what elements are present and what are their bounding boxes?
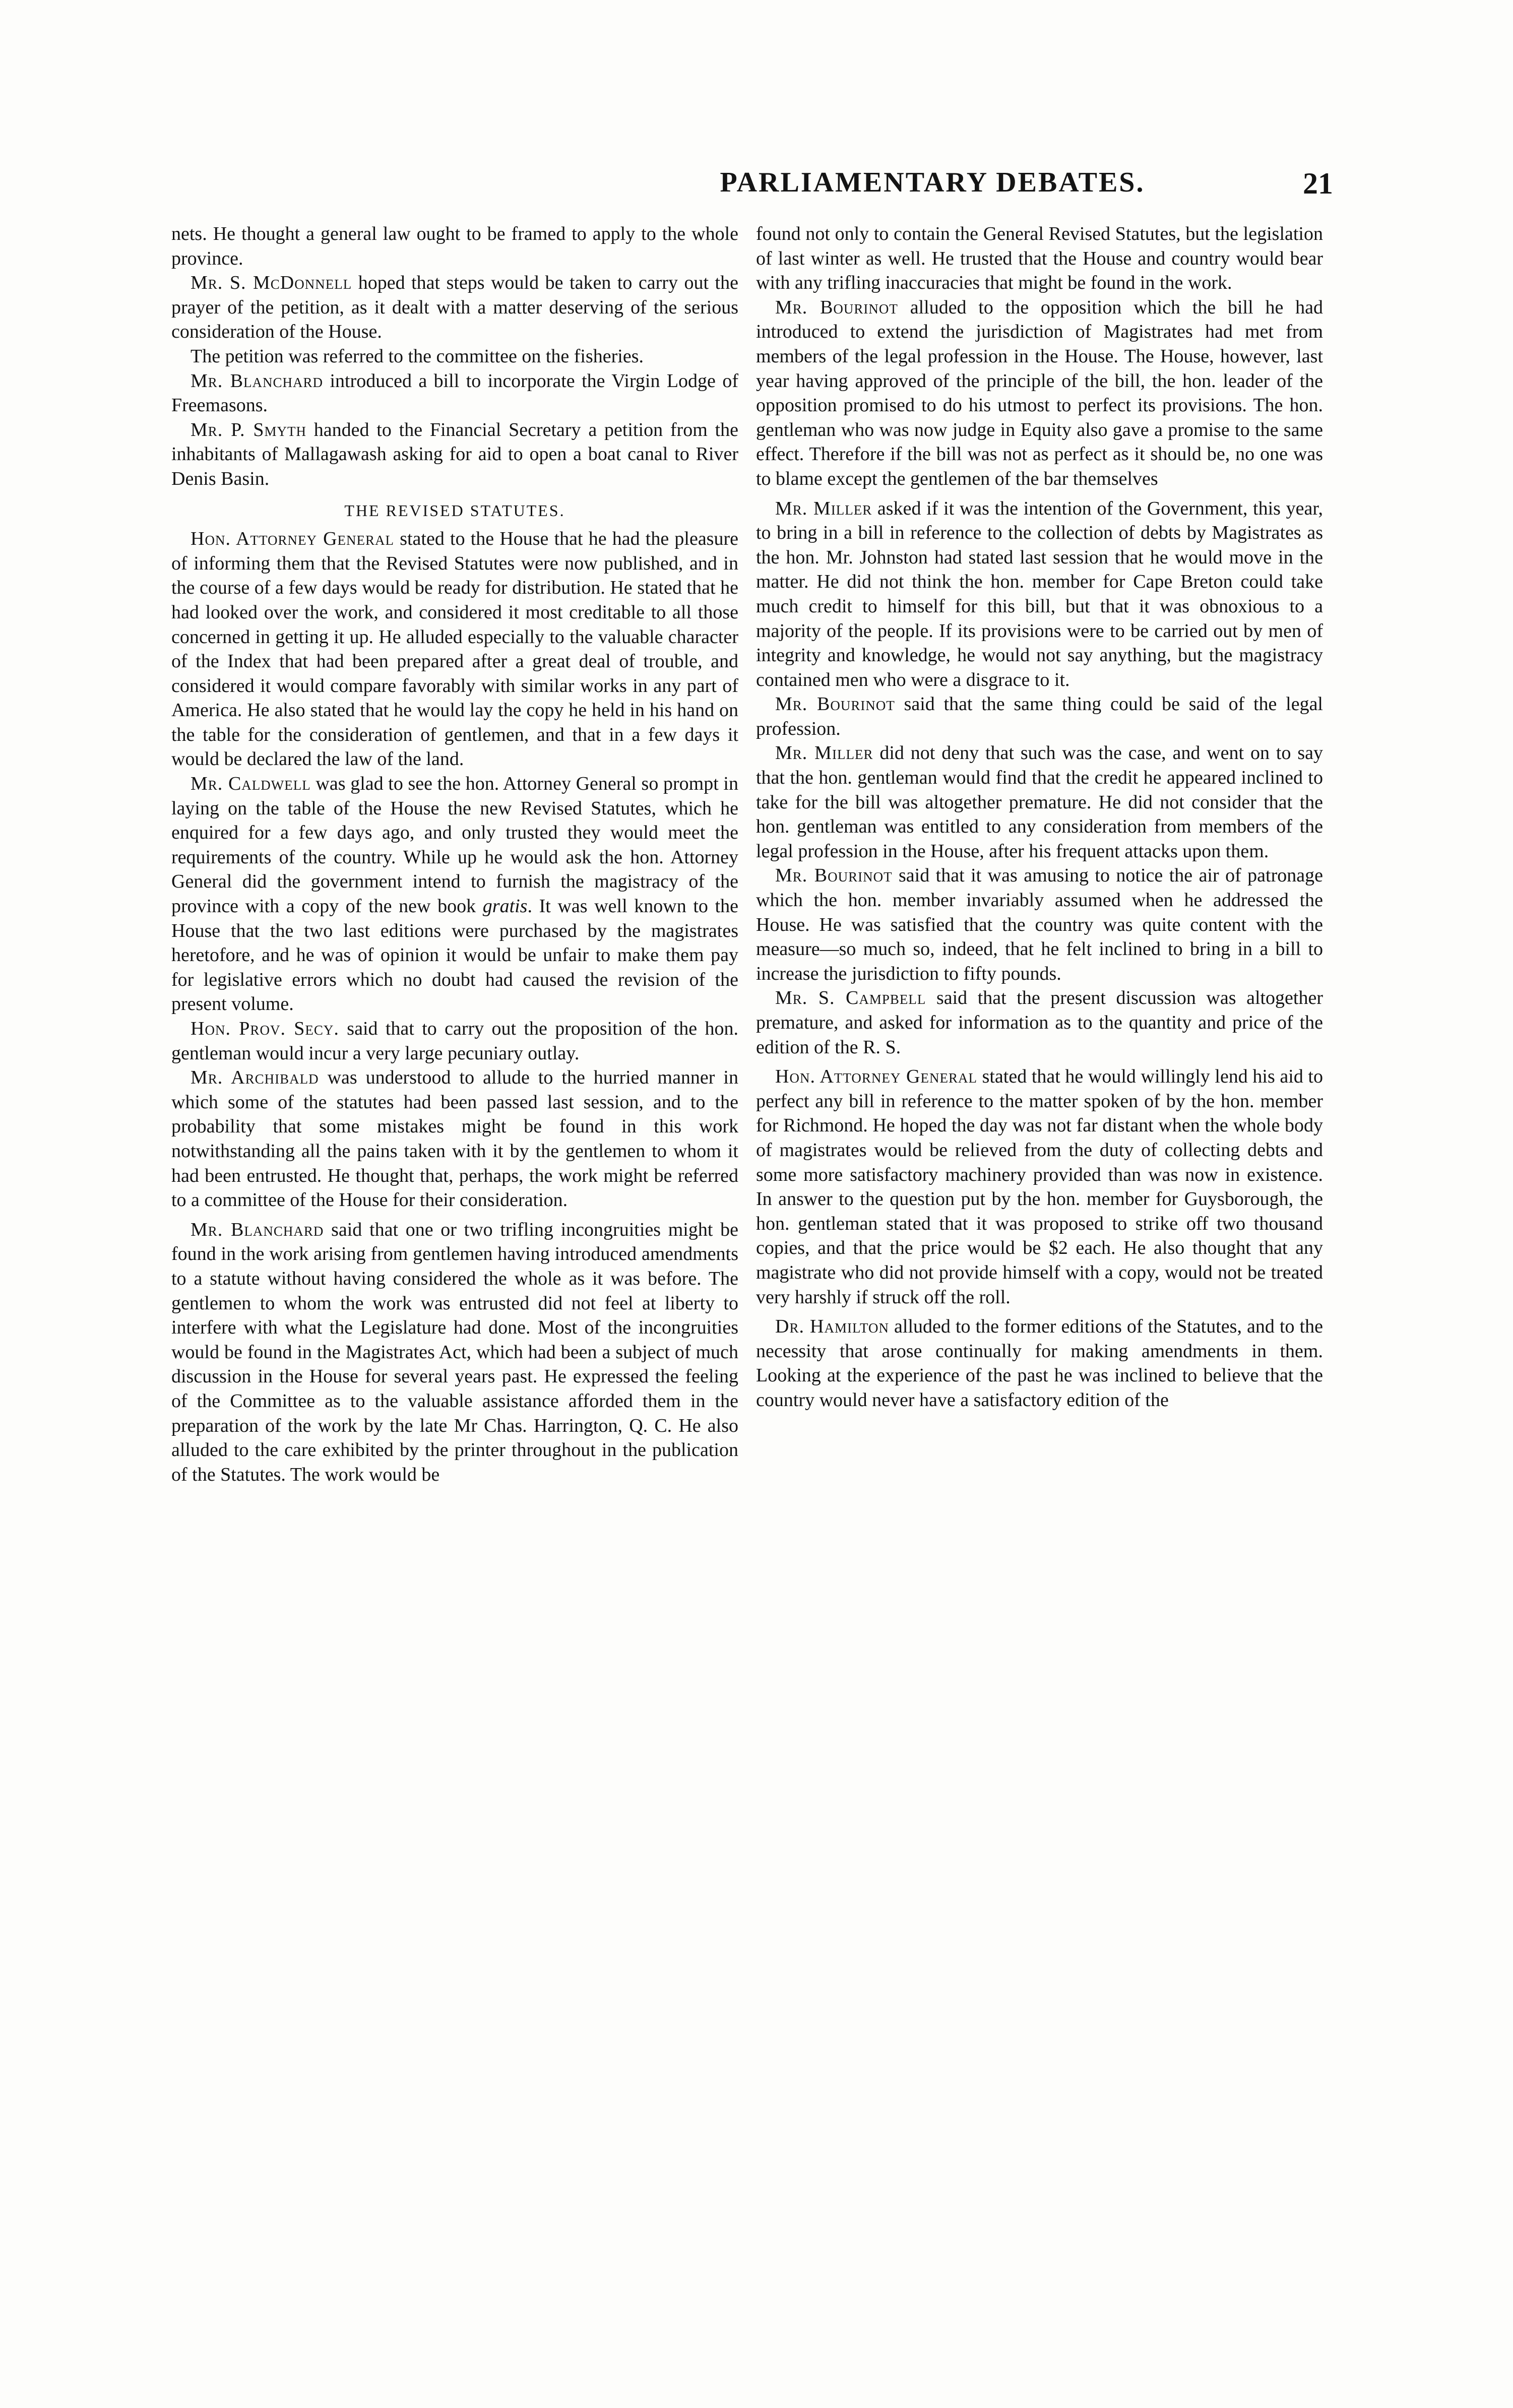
paragraph-text: handed to the Financial Secretary a petition from the inhabitants of Mallagawash asking for aid to open a boat canal to River Denis Basin. bbox=[171, 419, 738, 489]
speaker-name: Mr. P. Smyth bbox=[191, 419, 306, 440]
paragraph bbox=[756, 741, 1323, 863]
paragraph bbox=[756, 1314, 1323, 1412]
paragraph-text: . It was well known to the House that the two last editions were purchased by the magistrates heretofore, and he was of opinion it would be unfair to make them pay for legislative errors which no doubt had caused the revision of the present volume. bbox=[171, 896, 739, 1015]
paragraph-text: was understood to allude to the hurried manner in which some of the statutes had been passed last session, and to the probability that some mistakes might be found in this work notwithstanding all the pains taken with it by the gentlemen to whom it had been entrusted. He thought that, perhaps, the work might be referred to a committee of the House for their consideration. bbox=[171, 1067, 738, 1211]
page-number: 21 bbox=[1303, 167, 1333, 200]
paragraph bbox=[756, 295, 1323, 491]
paragraph-text: said that to carry out the proposition of the hon. gentleman would incur a very large pecuniary outlay. bbox=[171, 1018, 738, 1064]
speaker-name: Mr. Archibald bbox=[191, 1067, 319, 1089]
paragraph bbox=[756, 496, 1323, 692]
paragraph bbox=[171, 1218, 738, 1487]
speaker-name: Mr. Miller bbox=[775, 742, 873, 764]
paragraph-text: said that one or two trifling incongruities might be found in the work arising from gentlemen having introduced amendments to a statute without having considered the whole as it was before. The gentlemen to whom the work was entrusted did not feel at liberty to interfere with what the Legislature had done. Most of the incongruities would be found in the Magistrates Act, which had been a subject of much discussion in the House for several years past. He expressed the feeling of the Committee as to the valuable assistance afforded them in the preparation of the work by the late Mr Chas. Harrington, Q. C. He also alluded to the care exhibited by the printer throughout in the publication of the Statutes. The work would be bbox=[171, 1219, 738, 1485]
paragraph bbox=[756, 986, 1323, 1059]
paragraph-text: said that it was amusing to notice the air of patronage which the hon. member invariably assumed when he addressed the House. He was satisfied that the country was quite content with the measure—so much so, indeed, that he felt inclined to bring in a bill to increase the jurisdiction to fifty pounds. bbox=[756, 865, 1323, 984]
paragraph bbox=[171, 369, 738, 418]
speaker-name: Mr. S. McDonnell bbox=[191, 272, 352, 294]
speaker-name: Mr. Bourinot bbox=[775, 693, 895, 715]
paragraph-text: alluded to the opposition which the bill he had introduced to extend the jurisdiction of Magistrates had met from members of the legal profession in the House. The House, however, last year having approved of the principle of the bill, the hon. leader of the opposition promised to do his utmost to perfect its provisions. The hon. gentleman who was now judge in Equity also gave a promise to the same effect. Therefore if the bill was not as perfect as it should be, no one was to blame except the gentlemen of the bar themselves bbox=[756, 296, 1323, 489]
speaker-name: Mr. Caldwell bbox=[191, 773, 311, 795]
right-column bbox=[756, 222, 1323, 1413]
speaker-name: Mr. Bourinot bbox=[775, 296, 898, 318]
paragraph-text: stated to the House that he had the pleasure of informing them that the Revised Statutes were now published, and in the course of a few days would be ready for distribution. He stated that he had looked over the work, and considered it most creditable to all those concerned in getting it up. He alluded especially to the valuable character of the Index that had been prepared after a great deal of trouble, and considered it would compare favorably with similar works in any part of America. He also stated that he would lay the copy he held in his hand on the table for the consideration of gentlemen, and that in a few days it would be declared the law of the land. bbox=[171, 528, 738, 770]
paragraph: nets. He thought a general law ought to be framed to apply to the whole province. bbox=[171, 223, 738, 269]
speaker-name: Hon. Prov. Secy. bbox=[191, 1018, 339, 1039]
paragraph-text: stated that he would willingly lend his aid to perfect any bill in reference to the matter spoken of by the hon. member for Richmond. He hoped the day was not far distant when the whole body of magistrates would be relieved from the duty of collecting debts and some more satisfactory machinery provided than was now in existence. In answer to the question put by the hon. member for Guysborough, the hon. gentleman stated that it was proposed to strike off two thousand copies, and that the price would be $2 each. He also thought that any magistrate who did not provide himself with a copy, would not be treated very harshly if struck off the roll. bbox=[756, 1066, 1323, 1308]
paragraph-text: said that the present discussion was altogether premature, and asked for information as to the quantity and price of the edition of the R. S. bbox=[756, 987, 1323, 1058]
speaker-name: Mr. Miller bbox=[775, 497, 872, 519]
paragraph bbox=[171, 1017, 738, 1065]
paragraph-text: asked if it was the intention of the Government, this year, to bring in a bill in reference to the collection of debts by Magistrates as the hon. Mr. Johnston had stated last session that he would move in the matter. He did not think the hon. member for Cape Breton could take much credit to himself for this bill, but that it was obnoxious to a majority of the people. If its provisions were to be carried out by men of integrity and knowledge, he would not say anything, but the magistracy contained men who were a disgrace to it. bbox=[756, 497, 1323, 690]
running-header: PARLIAMENTARY DEBATES. bbox=[720, 167, 1145, 198]
speaker-name: Mr. Blanchard bbox=[191, 1219, 324, 1240]
speaker-name: Dr. Hamilton bbox=[775, 1316, 889, 1338]
paragraph bbox=[171, 271, 738, 344]
paragraph-text: did not deny that such was the case, and went on to say that the hon. gentleman would find that the credit he appeared inclined to take for the bill was altogether premature. He did not consider that the hon. gentleman was entitled to any consideration from members of the legal profession in the House, after his frequent attacks upon them. bbox=[756, 742, 1323, 862]
paragraph: The petition was referred to the committee on the fisheries. bbox=[191, 345, 644, 367]
speaker-name: Mr. S. Campbell bbox=[775, 987, 926, 1009]
paragraph-text: was glad to see the hon. Attorney General so prompt in laying on the table of the House the new Revised Statutes, which he enquired for a few days ago, and only trusted they would meet the requirements of the country. While up he would ask the hon. Attorney General did the government intend to furnish the magistracy of the province with a copy of the new book bbox=[171, 773, 738, 917]
left-column bbox=[171, 222, 738, 1487]
section-heading: THE REVISED STATUTES. bbox=[344, 501, 565, 520]
paragraph bbox=[171, 772, 738, 1017]
speaker-name: Mr. Blanchard bbox=[191, 370, 324, 392]
paragraph bbox=[756, 1064, 1323, 1309]
paragraph-text: hoped that steps would be taken to carry out the prayer of the petition, as it dealt with a matter deserving of the serious consideration of the House. bbox=[171, 272, 738, 343]
italic-text: gratis bbox=[482, 896, 528, 917]
paragraph bbox=[171, 418, 738, 491]
speaker-name: Hon. Attorney General bbox=[191, 528, 395, 550]
paragraph bbox=[171, 527, 738, 772]
paragraph-text: alluded to the former editions of the Statutes, and to the necessity that arose continually for making amendments in them. Looking at the experience of the past he was inclined to believe that the country would never have a satisfactory edition of the bbox=[756, 1316, 1323, 1411]
speaker-name: Mr. Bourinot bbox=[775, 865, 893, 886]
paragraph: found not only to contain the General Revised Statutes, but the legislation of last winter as well. He trusted that the House and country would bear with any trifling inaccuracies that might be found in the work. bbox=[756, 223, 1323, 294]
paragraph-text: said that the same thing could be said of the legal profession. bbox=[756, 693, 1323, 739]
paragraph bbox=[756, 692, 1323, 741]
speaker-name: Hon. Attorney General bbox=[775, 1066, 977, 1088]
paragraph bbox=[171, 1065, 738, 1213]
paragraph-text: introduced a bill to incorporate the Virgin Lodge of Freemasons. bbox=[171, 370, 738, 416]
paragraph bbox=[756, 863, 1323, 986]
